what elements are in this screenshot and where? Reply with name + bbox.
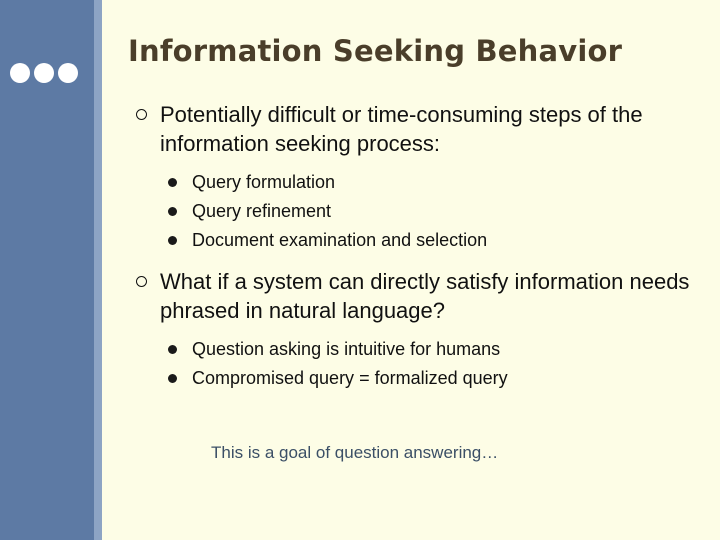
bullet-text: What if a system can directly satisfy information needs phrased in natural language? <box>160 269 690 323</box>
decorative-dots <box>10 63 78 83</box>
sub-bullet-item <box>168 335 706 364</box>
slide-title: Information Seeking Behavior <box>128 34 623 68</box>
callout-text: This is a goal of question answering… <box>211 443 499 462</box>
hollow-bullet-icon <box>136 109 147 120</box>
dot-icon <box>10 63 30 83</box>
sub-bullet-text: Document examination and selection <box>192 230 488 250</box>
sub-bullet-text: Query formulation <box>192 172 336 192</box>
filled-bullet-icon <box>168 374 177 383</box>
filled-bullet-icon <box>168 345 177 354</box>
dot-icon <box>34 63 54 83</box>
sub-bullet-text: Query refinement <box>192 201 332 221</box>
sub-list <box>168 335 706 393</box>
hollow-bullet-icon <box>136 276 147 287</box>
sub-bullet-text: Question asking is intuitive for humans <box>192 339 501 359</box>
filled-bullet-icon <box>168 207 177 216</box>
filled-bullet-icon <box>168 236 177 245</box>
sub-bullet-item <box>168 226 706 255</box>
sub-bullet-item <box>168 197 706 226</box>
filled-bullet-icon <box>168 178 177 187</box>
bullet-item <box>136 267 706 325</box>
bullet-item <box>136 100 706 158</box>
sub-bullet-item <box>168 364 706 393</box>
sidebar-edge <box>94 0 102 540</box>
slide-body <box>136 100 706 405</box>
sub-bullet-text: Compromised query = formalized query <box>192 368 508 388</box>
bullet-text: Potentially difficult or time-consuming steps of the information seeking process: <box>160 102 643 156</box>
sub-list <box>168 168 706 255</box>
sub-bullet-item <box>168 168 706 197</box>
dot-icon <box>58 63 78 83</box>
